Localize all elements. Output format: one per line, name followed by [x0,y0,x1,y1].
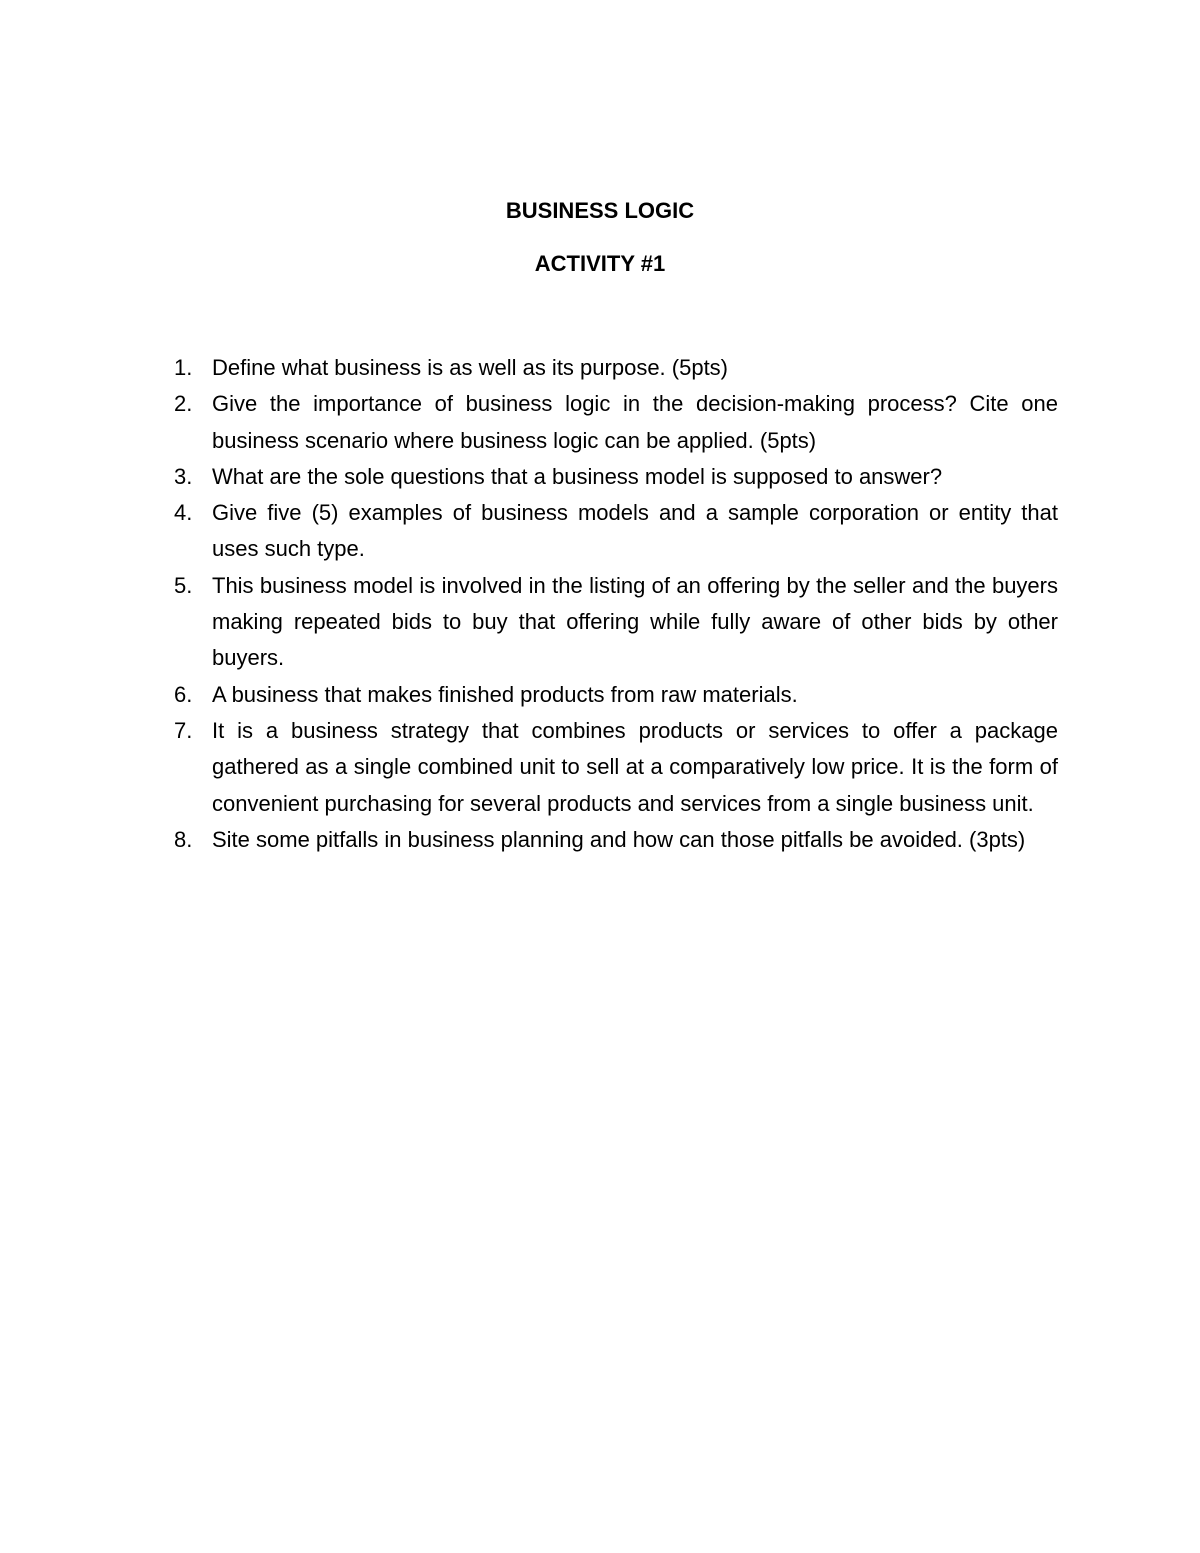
question-item [168,386,1058,459]
activity-subtitle: ACTIVITY #1 [534,251,666,276]
question-item [168,568,1058,677]
question-number: 2. [174,391,193,417]
question-text: Define what business is as well as its purpose. (5pts) [212,355,729,380]
question-item [168,677,1058,713]
question-text: It is a business strategy that combines products or services to offer a package gathered as a single combined unit to sell at a comparatively low price. It is the form of convenient purchasing for several products and services from a single business unit. [212,717,1058,816]
question-list [168,350,1058,858]
question-text: Give five (5) examples of business models and a sample corporation or entity that uses such type. [212,500,1058,562]
question-number: 8. [174,826,193,852]
question-number: 7. [174,717,193,743]
question-number: 4. [174,500,193,526]
question-text: Give the importance of business logic in the decision-making process? Cite one business scenario where business logic can be applied. (5pts) [212,391,1058,453]
question-text: Site some pitfalls in business planning and how can those pitfalls be avoided. (3pts) [212,826,1026,852]
question-number: 5. [174,572,193,598]
question-item [168,822,1058,858]
question-text: A business that makes finished products from raw materials. [212,681,798,707]
question-text: This business model is involved in the listing of an offering by the seller and the buyers making repeated bids to buy that offering while fully aware of other bids by other buyers. [212,572,1058,671]
question-item [168,459,1058,495]
question-item [168,350,1058,386]
question-number: 3. [174,463,193,489]
question-number: 1. [174,355,193,380]
question-text: What are the sole questions that a business model is supposed to answer? [212,463,943,489]
question-number: 6. [174,681,193,707]
question-item [168,495,1058,568]
question-item [168,713,1058,822]
document-title: BUSINESS LOGIC [505,198,695,223]
